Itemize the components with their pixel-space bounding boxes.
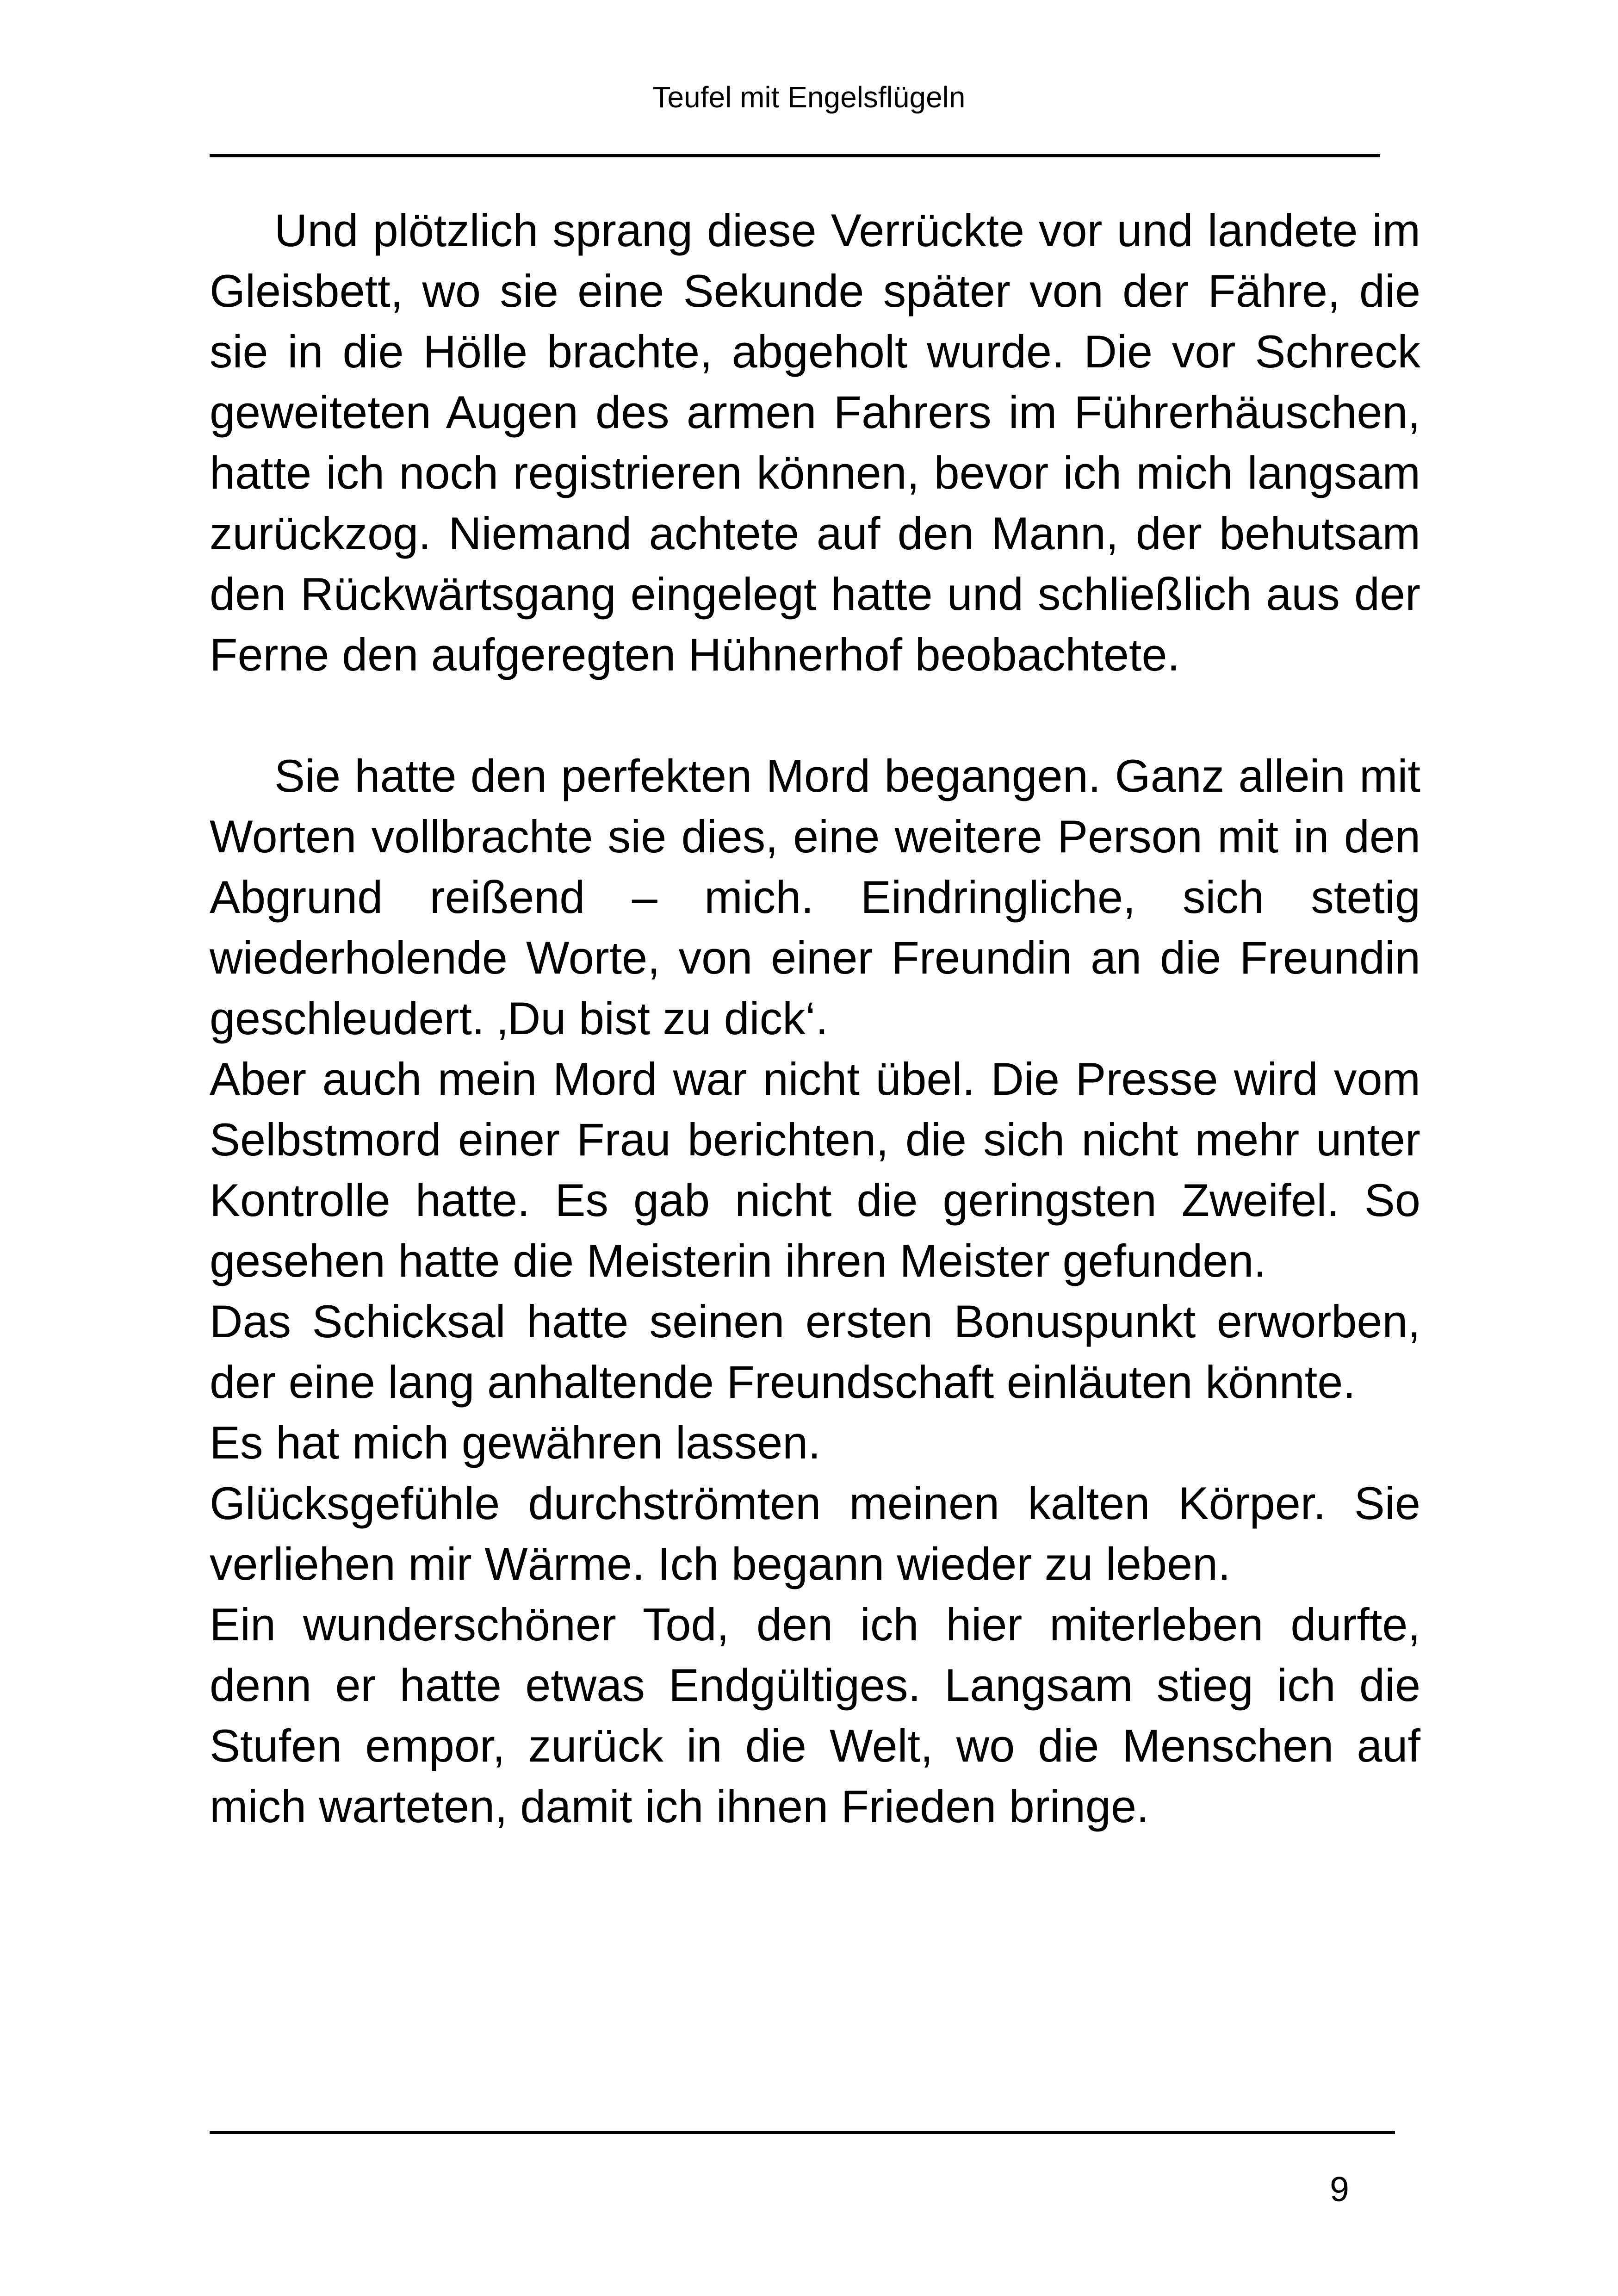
running-header: Teufel mit Engelsflügeln xyxy=(652,81,966,114)
paragraph-5: Es hat mich gewähren lassen. xyxy=(210,1417,821,1468)
footer-rule xyxy=(210,2131,1395,2134)
paragraph-7: Ein wunderschöner Tod, den ich hier miterleben durfte, denn er hatte etwas Endgültiges. Langsam stieg ich die Stufen empor, zurück in die Welt, wo die Menschen auf mich warteten, damit ich ihnen Frieden bringe. xyxy=(210,1599,1420,1832)
paragraph-2: Sie hatte den perfekten Mord begangen. Ganz allein mit Worten vollbrachte sie dies, eine weitere Person mit in den Abgrund reißend – mich. Eindringliche, sich stetig wiederholende Worte, von einer Freundin an die Freundin geschleudert. ‚Du bist zu dick‘. xyxy=(210,750,1420,1044)
page-body xyxy=(210,200,1420,1837)
paragraph-3: Aber auch mein Mord war nicht übel. Die Presse wird vom Selbstmord einer Frau berichten, die sich nicht mehr unter Kontrolle hatte. Es gab nicht die geringsten Zweifel. So gesehen hatte die Meisterin ihren Meister gefunden. xyxy=(210,1053,1420,1286)
paragraph-4: Das Schicksal hatte seinen ersten Bonuspunkt erworben, der eine lang anhaltende Freundschaft einläuten könnte. xyxy=(210,1296,1420,1408)
paragraph-1: Und plötzlich sprang diese Verrückte vor und landete im Gleisbett, wo sie eine Sekunde später von der Fähre, die sie in die Hölle brachte, abgeholt wurde. Die vor Schreck geweiteten Augen des armen Fahrers im Führerhäuschen, hatte ich noch registrieren können, bevor ich mich langsam zurückzog. Niemand achtete auf den Mann, der behutsam den Rückwärtsgang eingelegt hatte und schließlich aus der Ferne den aufgeregten Hühnerhof beobachtete. xyxy=(210,205,1420,680)
paragraph-6: Glücksgefühle durchströmten meinen kalten Körper. Sie verliehen mir Wärme. Ich begann wieder zu leben. xyxy=(210,1477,1420,1589)
page-number: 9 xyxy=(1330,2170,1349,2209)
header-rule xyxy=(210,154,1380,157)
